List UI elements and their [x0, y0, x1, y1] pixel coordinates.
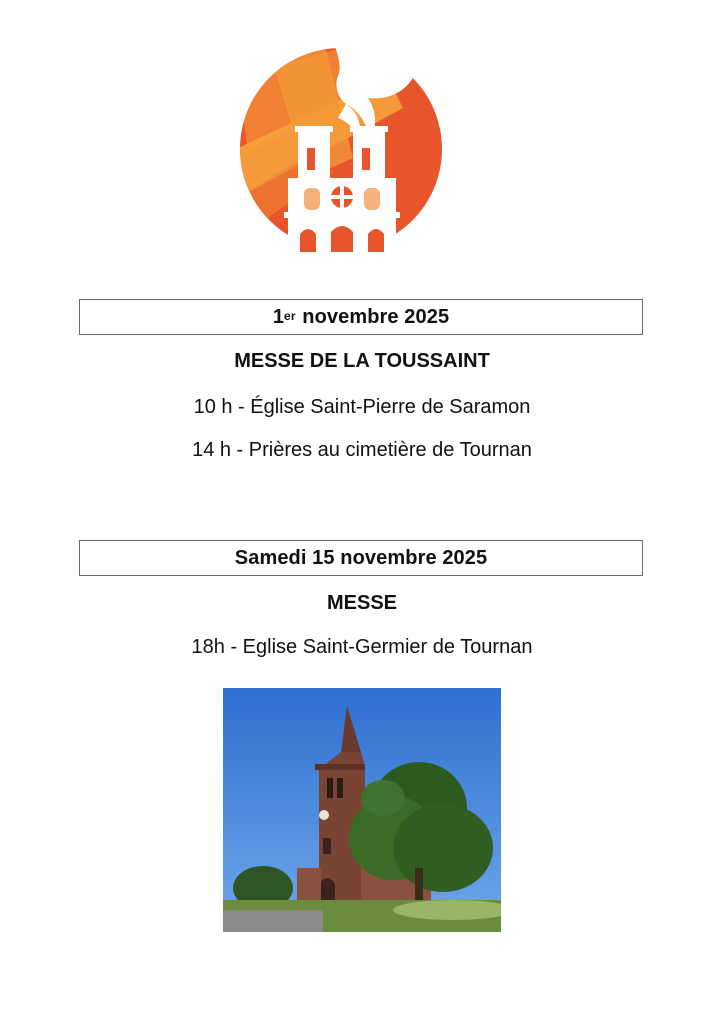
church-photo	[223, 688, 501, 932]
event-2-date: Samedi 15 novembre 2025	[234, 546, 488, 569]
church-dove-logo-icon	[238, 38, 448, 252]
event-1-line-2: 14 h - Prières au cimetière de Tournan	[192, 439, 532, 461]
parish-logo	[238, 38, 448, 252]
event-1-date-suffix: er	[284, 309, 296, 323]
event-1-line-1: 10 h - Église Saint-Pierre de Saramon	[193, 396, 531, 418]
church-bell-tower-photo-icon	[223, 688, 501, 932]
event-2-title: MESSE	[326, 592, 398, 614]
event-1-date-box	[79, 299, 643, 335]
event-1-date-day: 1	[272, 305, 285, 328]
event-1-date-rest: novembre 2025	[296, 305, 450, 328]
event-2-date-box	[79, 540, 643, 576]
event-2-line-1: 18h - Eglise Saint-Germier de Tournan	[191, 636, 533, 658]
event-1-title: MESSE DE LA TOUSSAINT	[234, 350, 490, 372]
